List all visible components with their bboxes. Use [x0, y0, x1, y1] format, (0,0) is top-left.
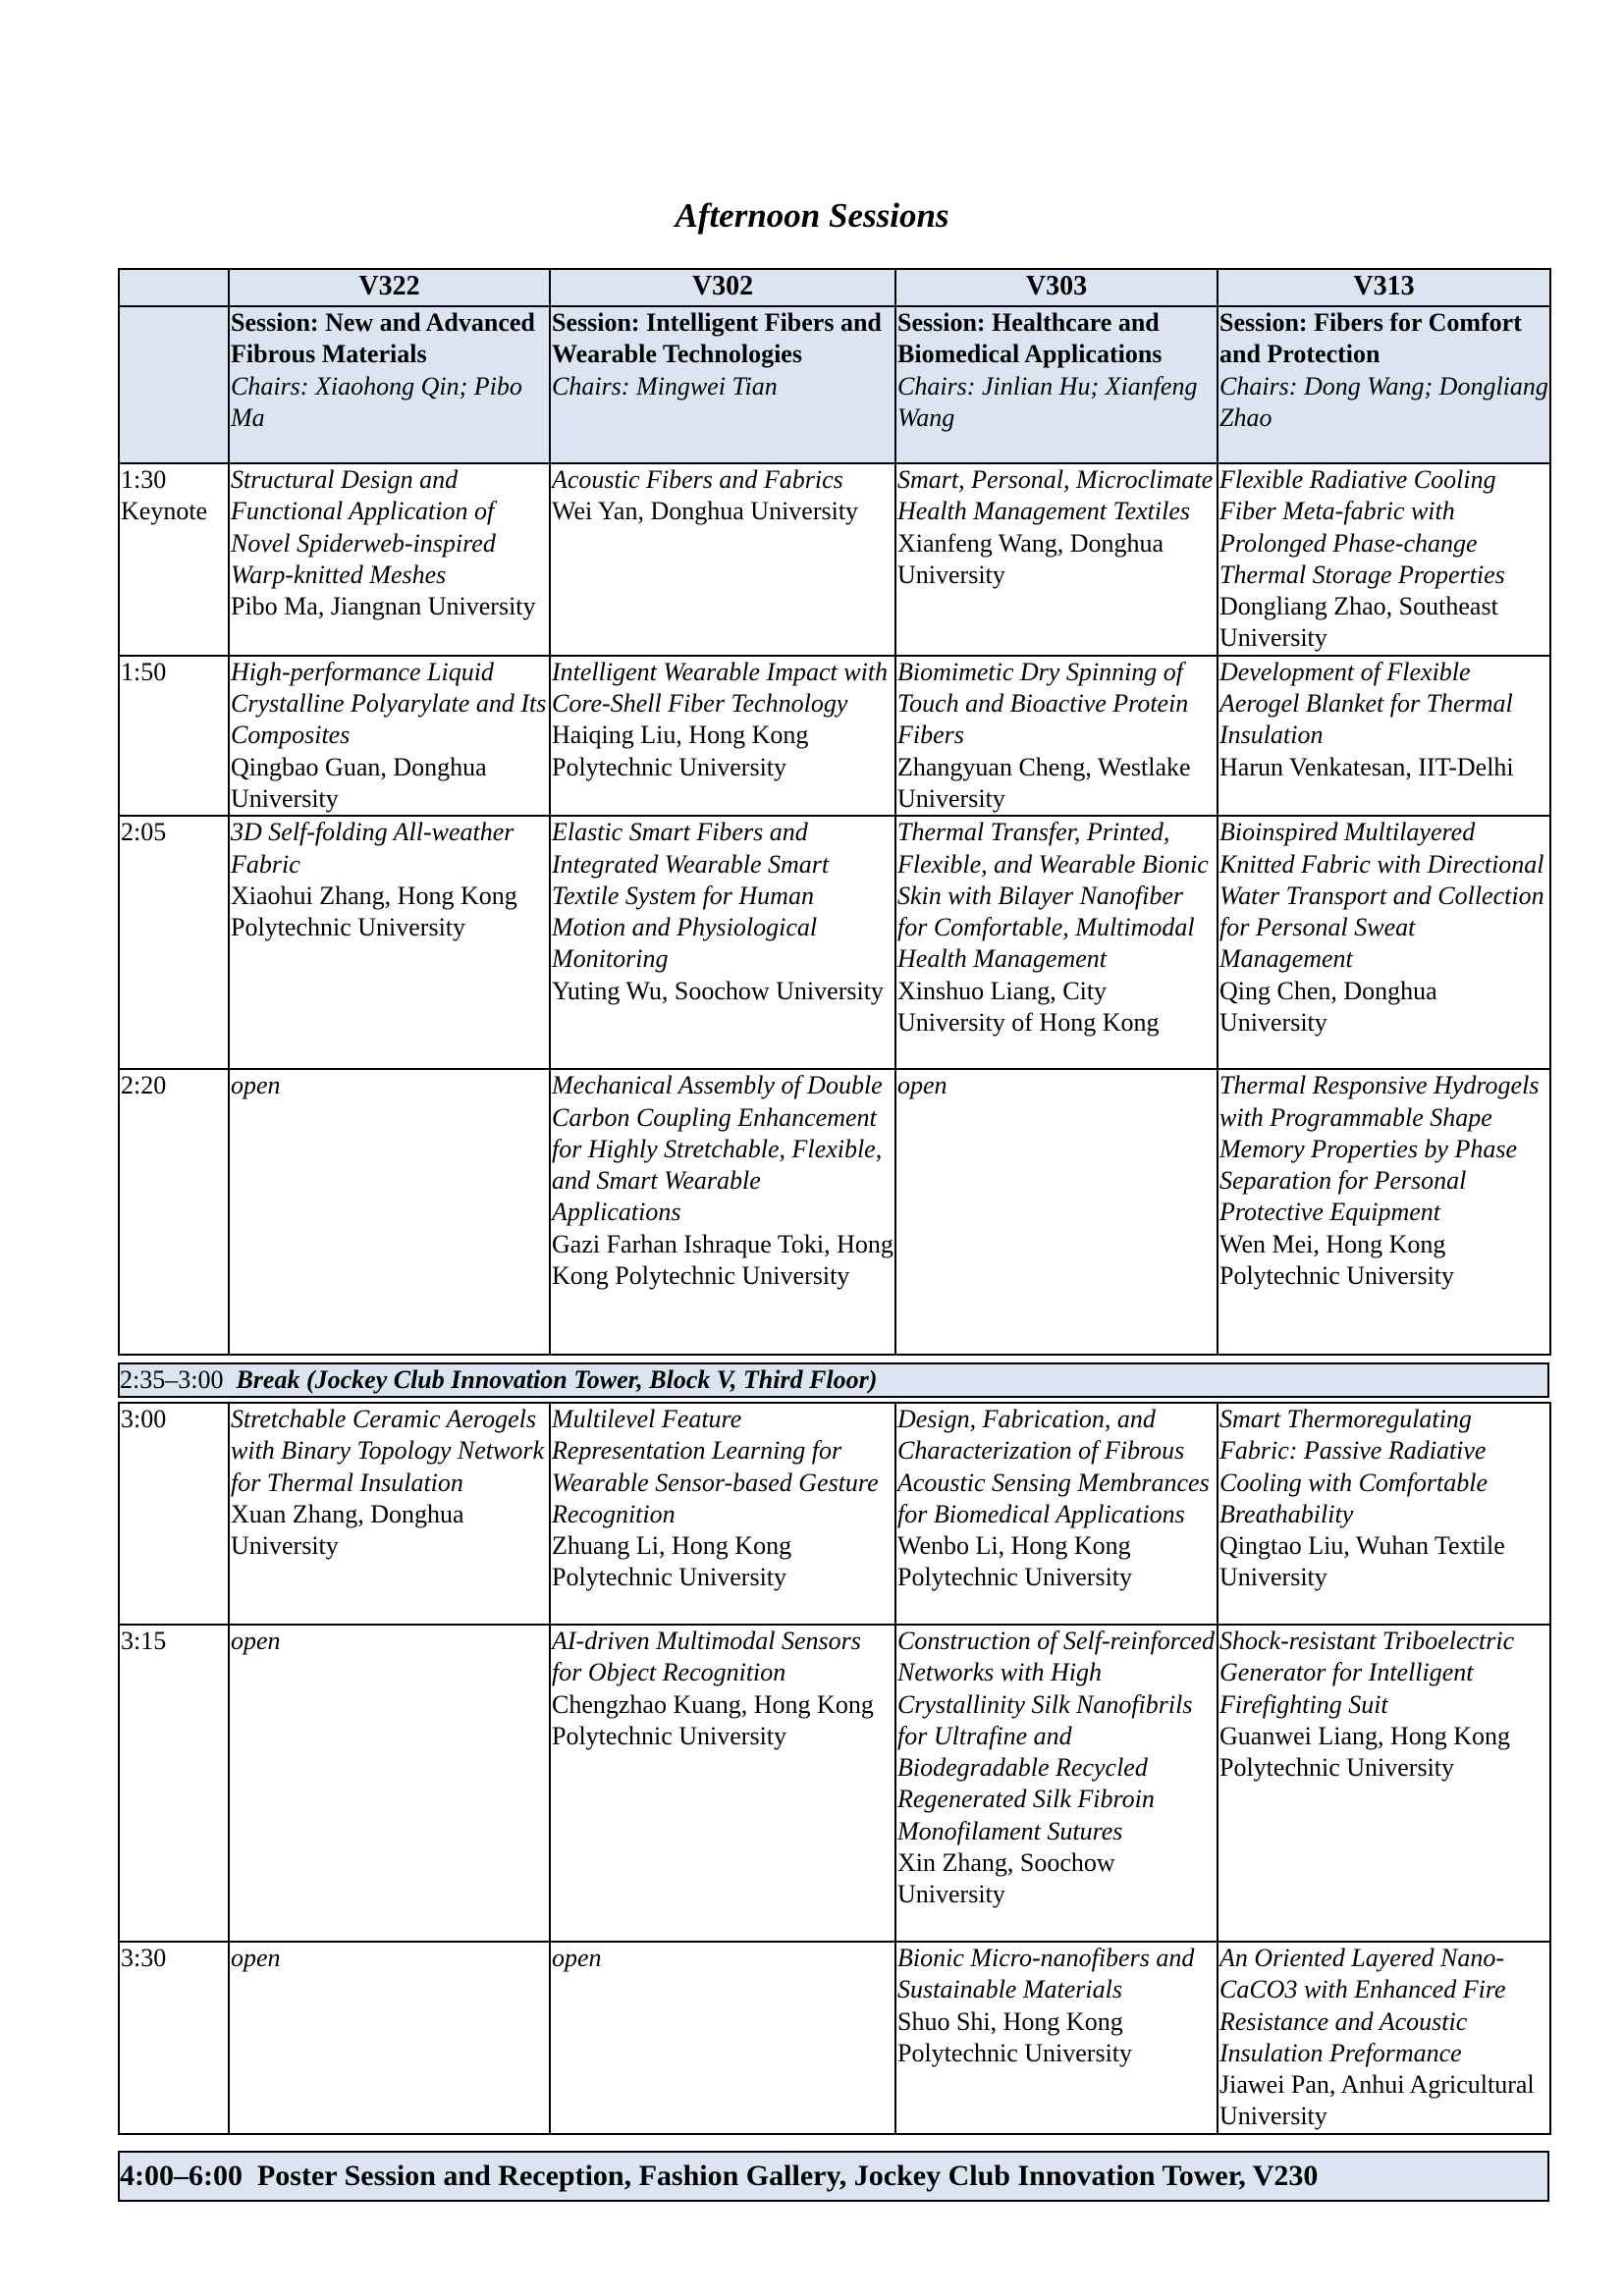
session-row	[119, 306, 1550, 463]
talk-cell	[895, 1942, 1218, 2134]
session-chairs: Chairs: Jinlian Hu; Xianfeng Wang	[897, 371, 1198, 432]
talk-title: Smart Thermoregulating Fabric: Passive Radiative Cooling with Comfortable Breathability	[1219, 1405, 1489, 1528]
talk-cell	[895, 1069, 1218, 1355]
talk-speaker: Wen Mei, Hong Kong Polytechnic University	[1219, 1229, 1455, 1291]
slot-time: 1:30	[121, 465, 167, 494]
time-cell	[119, 1403, 229, 1625]
table-row	[119, 816, 1550, 1069]
talk-cell	[1218, 463, 1550, 656]
talk-speaker: Gazi Farhan Ishraque Toki, Hong Kong Polytechnic University	[552, 1229, 893, 1291]
table-row	[119, 1403, 1550, 1625]
session-cell	[550, 306, 895, 463]
slot-time: 3:30	[121, 1944, 167, 1972]
table-row	[119, 656, 1550, 816]
talk-cell	[895, 463, 1218, 656]
slot-time: 3:00	[121, 1405, 167, 1433]
room-header-empty	[119, 269, 229, 306]
talk-speaker: Xiaohui Zhang, Hong Kong Polytechnic University	[231, 881, 517, 942]
time-cell	[119, 1625, 229, 1942]
poster-session-banner	[118, 2151, 1549, 2202]
time-cell	[119, 1069, 229, 1355]
talk-title: Bioinspired Multilayered Knitted Fabric with Directional Water Transport and Collection for Personal Sweat Management	[1219, 818, 1544, 974]
talk-speaker: Xuan Zhang, Donghua University	[231, 1499, 464, 1561]
talk-title: Construction of Self-reinforced Networks with High Crystallinity Silk Nanofibrils for Ultrafine and Biodegradable Recycled Regenerated Silk Fibroin Monofilament Sutures	[897, 1627, 1216, 1845]
talk-cell	[229, 656, 550, 816]
talk-cell	[550, 463, 895, 656]
room-v313: V313	[1218, 269, 1550, 306]
talk-cell	[550, 656, 895, 816]
talk-speaker: Haiqing Liu, Hong Kong Polytechnic University	[552, 721, 809, 781]
talk-title: An Oriented Layered Nano-CaCO3 with Enhanced Fire Resistance and Acoustic Insulation Preformance	[1219, 1944, 1506, 2067]
talk-cell	[1218, 656, 1550, 816]
talk-cell	[229, 816, 550, 1069]
talk-speaker: Wenbo Li, Hong Kong Polytechnic University	[897, 1531, 1133, 1592]
talk-title: Shock-resistant Triboelectric Generator for Intelligent Firefighting Suit	[1219, 1627, 1515, 1719]
slot-time: 2:05	[121, 818, 167, 847]
talk-cell	[229, 1625, 550, 1942]
session-name: Session: Intelligent Fibers and Wearable Technologies	[552, 308, 882, 369]
talk-cell	[1218, 1942, 1550, 2134]
talk-cell	[1218, 1403, 1550, 1625]
schedule-table-early	[118, 268, 1551, 1356]
talk-title: open	[231, 1944, 281, 1972]
talk-title: 3D Self-folding All-weather Fabric	[231, 818, 514, 879]
talk-title: open	[897, 1071, 947, 1100]
poster-time: 4:00–6:00	[120, 2160, 243, 2192]
talk-title: open	[231, 1627, 281, 1655]
talk-speaker: Qing Chen, Donghua University	[1219, 976, 1437, 1038]
table-row	[119, 1942, 1550, 2134]
session-empty	[119, 306, 229, 463]
room-v303: V303	[895, 269, 1218, 306]
talk-speaker: Qingbao Guan, Donghua University	[231, 752, 487, 813]
talk-speaker: Chengzhao Kuang, Hong Kong Polytechnic University	[552, 1689, 874, 1750]
talk-cell	[1218, 1069, 1550, 1355]
room-v302: V302	[550, 269, 895, 306]
session-name: Session: Fibers for Comfort and Protection	[1219, 308, 1522, 369]
talk-speaker: Harun Venkatesan, IIT-Delhi	[1219, 752, 1514, 781]
talk-speaker: Qingtao Liu, Wuhan Textile University	[1219, 1531, 1505, 1592]
time-cell	[119, 1942, 229, 2134]
break-time: 2:35–3:00	[120, 1365, 224, 1394]
talk-cell	[895, 1403, 1218, 1625]
talk-speaker: Xin Zhang, Soochow University	[897, 1848, 1115, 1909]
talk-title: Development of Flexible Aerogel Blanket for Thermal Insulation	[1219, 657, 1513, 750]
talk-speaker: Zhangyuan Cheng, Westlake University	[897, 752, 1191, 813]
talk-cell	[550, 1069, 895, 1355]
talk-title: Biomimetic Dry Spinning of Touch and Bioactive Protein Fibers	[897, 657, 1189, 750]
talk-cell	[550, 1625, 895, 1942]
talk-speaker: Yuting Wu, Soochow University	[552, 976, 884, 1005]
schedule-table-late	[118, 1402, 1551, 2135]
talk-speaker: Dongliang Zhao, Southeast University	[1219, 592, 1498, 653]
talk-cell	[550, 1942, 895, 2134]
talk-title: High-performance Liquid Crystalline Polyarylate and Its Composites	[231, 657, 547, 750]
room-header-row	[119, 269, 1550, 306]
poster-label: Poster Session and Reception, Fashion Gallery, Jockey Club Innovation Tower, V230	[256, 2160, 1319, 2192]
slot-time: 1:50	[121, 657, 167, 686]
talk-cell	[229, 1069, 550, 1355]
talk-speaker: Zhuang Li, Hong Kong Polytechnic University	[552, 1531, 792, 1592]
table-row	[119, 1625, 1550, 1942]
time-cell	[119, 463, 229, 656]
talk-title: Intelligent Wearable Impact with Core-Shell Fiber Technology	[552, 657, 889, 719]
talk-speaker: Xianfeng Wang, Donghua University	[897, 528, 1164, 589]
table-row	[119, 463, 1550, 656]
slot-time: 3:15	[121, 1627, 167, 1655]
session-cell	[1218, 306, 1550, 463]
session-chairs: Chairs: Mingwei Tian	[552, 371, 778, 400]
session-chairs: Chairs: Xiaohong Qin; Pibo Ma	[231, 371, 522, 432]
talk-speaker: Xinshuo Liang, City University of Hong Kong	[897, 976, 1160, 1038]
session-name: Session: New and Advanced Fibrous Materials	[231, 308, 535, 369]
slot-label: Keynote	[121, 497, 208, 526]
slot-time: 2:20	[121, 1071, 167, 1100]
talk-title: Design, Fabrication, and Characterization of Fibrous Acoustic Sensing Membrances for Biomedical Applications	[897, 1405, 1210, 1528]
session-cell	[229, 306, 550, 463]
talk-title: Stretchable Ceramic Aerogels with Binary Topology Network for Thermal Insulation	[231, 1405, 544, 1497]
talk-speaker: Wei Yan, Donghua University	[552, 497, 859, 526]
talk-title: Structural Design and Functional Application of Novel Spiderweb-inspired Warp-knitted Meshes	[231, 465, 496, 589]
talk-speaker: Jiawei Pan, Anhui Agricultural University	[1219, 2070, 1535, 2131]
break-banner	[118, 1362, 1549, 1398]
session-chairs: Chairs: Dong Wang; Dongliang Zhao	[1219, 371, 1548, 432]
room-v322: V322	[229, 269, 550, 306]
talk-title: open	[552, 1944, 602, 1972]
session-cell	[895, 306, 1218, 463]
talk-title: open	[231, 1071, 281, 1100]
talk-cell	[229, 1942, 550, 2134]
talk-cell	[1218, 816, 1550, 1069]
talk-title: Thermal Responsive Hydrogels with Programmable Shape Memory Properties by Phase Separation for Personal Protective Equipment	[1219, 1071, 1540, 1227]
talk-speaker: Pibo Ma, Jiangnan University	[231, 592, 536, 621]
talk-cell	[895, 656, 1218, 816]
talk-title: Mechanical Assembly of Double Carbon Coupling Enhancement for Highly Stretchable, Flexible, and Smart Wearable Applications	[552, 1071, 883, 1227]
talk-cell	[895, 1625, 1218, 1942]
talk-speaker: Guanwei Liang, Hong Kong Polytechnic University	[1219, 1721, 1511, 1783]
table-row	[119, 1069, 1550, 1355]
talk-cell	[550, 1403, 895, 1625]
talk-title: AI-driven Multimodal Sensors for Object Recognition	[552, 1627, 861, 1687]
break-label: Break (Jockey Club Innovation Tower, Block V, Third Floor)	[236, 1365, 878, 1394]
talk-cell	[1218, 1625, 1550, 1942]
time-cell	[119, 656, 229, 816]
talk-title: Flexible Radiative Cooling Fiber Meta-fabric with Prolonged Phase-change Thermal Storage Properties	[1219, 465, 1505, 589]
talk-title: Bionic Micro-nanofibers and Sustainable Materials	[897, 1944, 1195, 2004]
talk-cell	[229, 1403, 550, 1625]
session-name: Session: Healthcare and Biomedical Applications	[897, 308, 1163, 369]
time-cell	[119, 816, 229, 1069]
talk-cell	[895, 816, 1218, 1069]
talk-title: Thermal Transfer, Printed, Flexible, and Wearable Bionic Skin with Bilayer Nanofiber for Comfortable, Multimodal Health Management	[897, 818, 1209, 974]
talk-speaker: Shuo Shi, Hong Kong Polytechnic University	[897, 2006, 1133, 2067]
talk-title: Multilevel Feature Representation Learning for Wearable Sensor-based Gesture Recognition	[552, 1405, 879, 1528]
talk-cell	[550, 816, 895, 1069]
talk-title: Elastic Smart Fibers and Integrated Wearable Smart Textile System for Human Motion and Physiological Monitoring	[552, 818, 830, 974]
talk-title: Acoustic Fibers and Fabrics	[552, 465, 843, 494]
talk-title: Smart, Personal, Microclimate Health Management Textiles	[897, 465, 1214, 526]
talk-cell	[229, 463, 550, 656]
page-title: Afternoon Sessions	[675, 196, 949, 235]
